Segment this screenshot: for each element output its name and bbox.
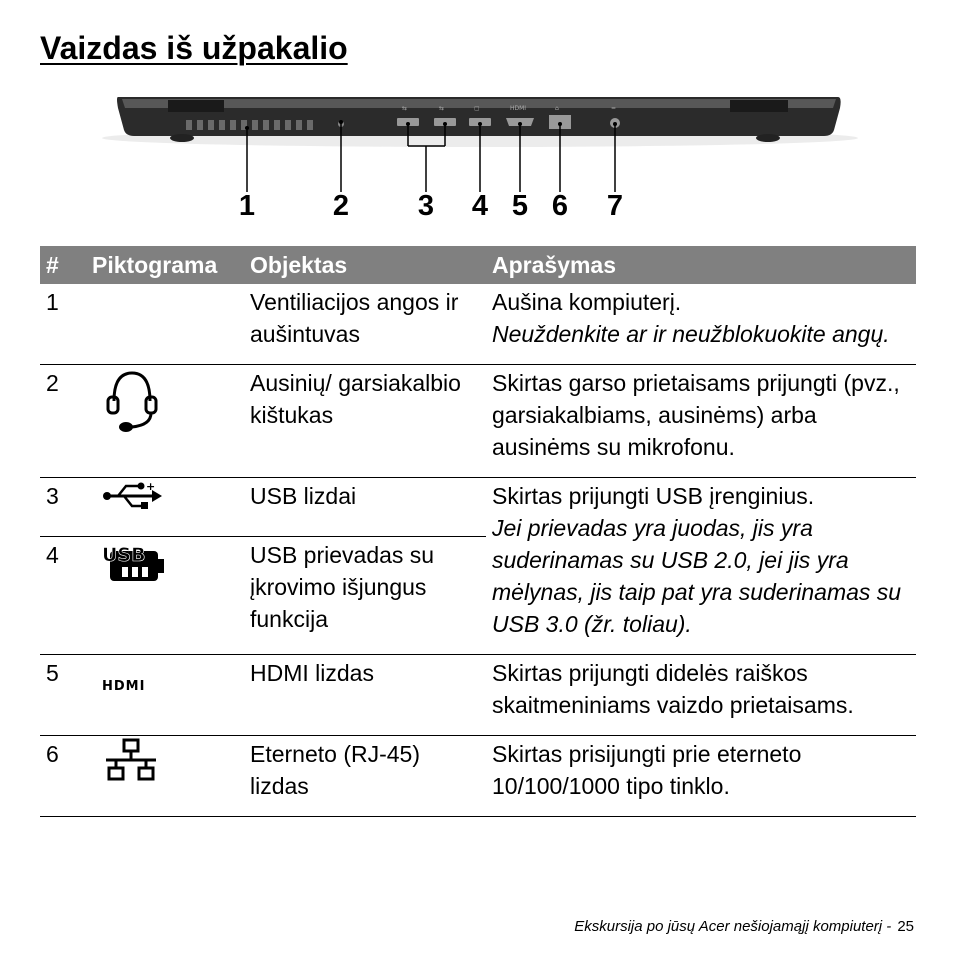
footer-text: Ekskursija po jūsų Acer nešiojamąjį kompiuterį - — [574, 918, 892, 935]
callout-4: 4 — [471, 190, 489, 222]
row-number: 6 — [40, 736, 86, 817]
table-row — [40, 284, 916, 365]
row-icon — [86, 365, 244, 478]
table-row — [40, 478, 916, 537]
row-number: 1 — [40, 284, 86, 365]
ports-table — [40, 246, 916, 817]
table-row — [40, 365, 916, 478]
ethernet-icon — [102, 738, 162, 784]
laptop-rear-view-figure — [100, 88, 860, 228]
headset-icon — [102, 367, 162, 439]
callout-7: 7 — [606, 190, 624, 222]
row-note: Neuždenkite ar ir neužblokuokite angų. — [492, 321, 890, 347]
row-number: 2 — [40, 365, 86, 478]
svg-text:+: + — [146, 480, 156, 493]
callout-2: 2 — [332, 190, 350, 222]
header-item: Objektas — [244, 246, 486, 284]
row-item: Ausinių/ garsiakalbio kištukas — [244, 365, 486, 478]
row-description — [486, 284, 916, 365]
callout-6: 6 — [551, 190, 569, 222]
row-number: 3 — [40, 478, 86, 537]
row-description: Skirtas prijungti didelės raiškos skaitmeniniams vaizdo prietaisams. — [486, 655, 916, 736]
row-item: USB prievadas su įkrovimo išjungus funkcija — [244, 537, 486, 655]
row-number: 5 — [40, 655, 86, 736]
hdmi-icon: HDMI — [102, 679, 146, 694]
callout-1: 1 — [238, 190, 256, 222]
svg-text:=: = — [611, 105, 617, 112]
svg-text:▢: ▢ — [474, 105, 480, 112]
svg-text:⇆: ⇆ — [439, 105, 445, 112]
table-row — [40, 736, 916, 817]
row-item: USB lizdai — [244, 478, 486, 537]
callout-3: 3 — [417, 190, 435, 222]
svg-text:HDMI: HDMI — [510, 105, 527, 112]
callout-5: 5 — [511, 190, 529, 222]
svg-text:USB: USB — [102, 544, 146, 567]
svg-text:⇆: ⇆ — [402, 105, 408, 112]
row-note: Jei prievadas yra juodas, jis yra suderinamas su USB 2.0, jei jis yra mėlynas, jis taip pat yra suderinamas su USB 3.0 (žr. toliau). — [492, 515, 902, 637]
row-icon — [86, 655, 244, 736]
row-item: Ventiliacijos angos ir aušintuvas — [244, 284, 486, 365]
page-number: 25 — [897, 918, 914, 935]
header-description: Aprašymas — [486, 246, 916, 284]
table-row — [40, 655, 916, 736]
header-icon: Piktograma — [86, 246, 244, 284]
page-title: Vaizdas iš užpakalio — [40, 30, 348, 66]
row-icon — [86, 736, 244, 817]
row-icon — [86, 537, 244, 655]
row-description: Skirtas garso prietaisams prijungti (pvz., garsiakalbiams, ausinėms) arba ausinėms su mikrofonu. — [486, 365, 916, 478]
usb-charge-icon — [102, 539, 168, 583]
page-footer — [574, 918, 914, 935]
row-number: 4 — [40, 537, 86, 655]
row-description-text: Aušina kompiuterį. — [492, 289, 682, 315]
row-description-text: Skirtas prijungti USB įrenginius. — [492, 483, 815, 509]
row-item: Eterneto (RJ-45) lizdas — [244, 736, 486, 817]
header-number: # — [40, 246, 86, 284]
row-item: HDMI lizdas — [244, 655, 486, 736]
row-icon — [86, 478, 244, 537]
row-icon-empty — [86, 284, 244, 365]
table-header-row — [40, 246, 916, 284]
row-description — [486, 478, 916, 655]
usb-icon — [102, 480, 164, 512]
svg-text:⌂: ⌂ — [555, 105, 559, 112]
row-description: Skirtas prisijungti prie eterneto 10/100/1000 tipo tinklo. — [486, 736, 916, 817]
